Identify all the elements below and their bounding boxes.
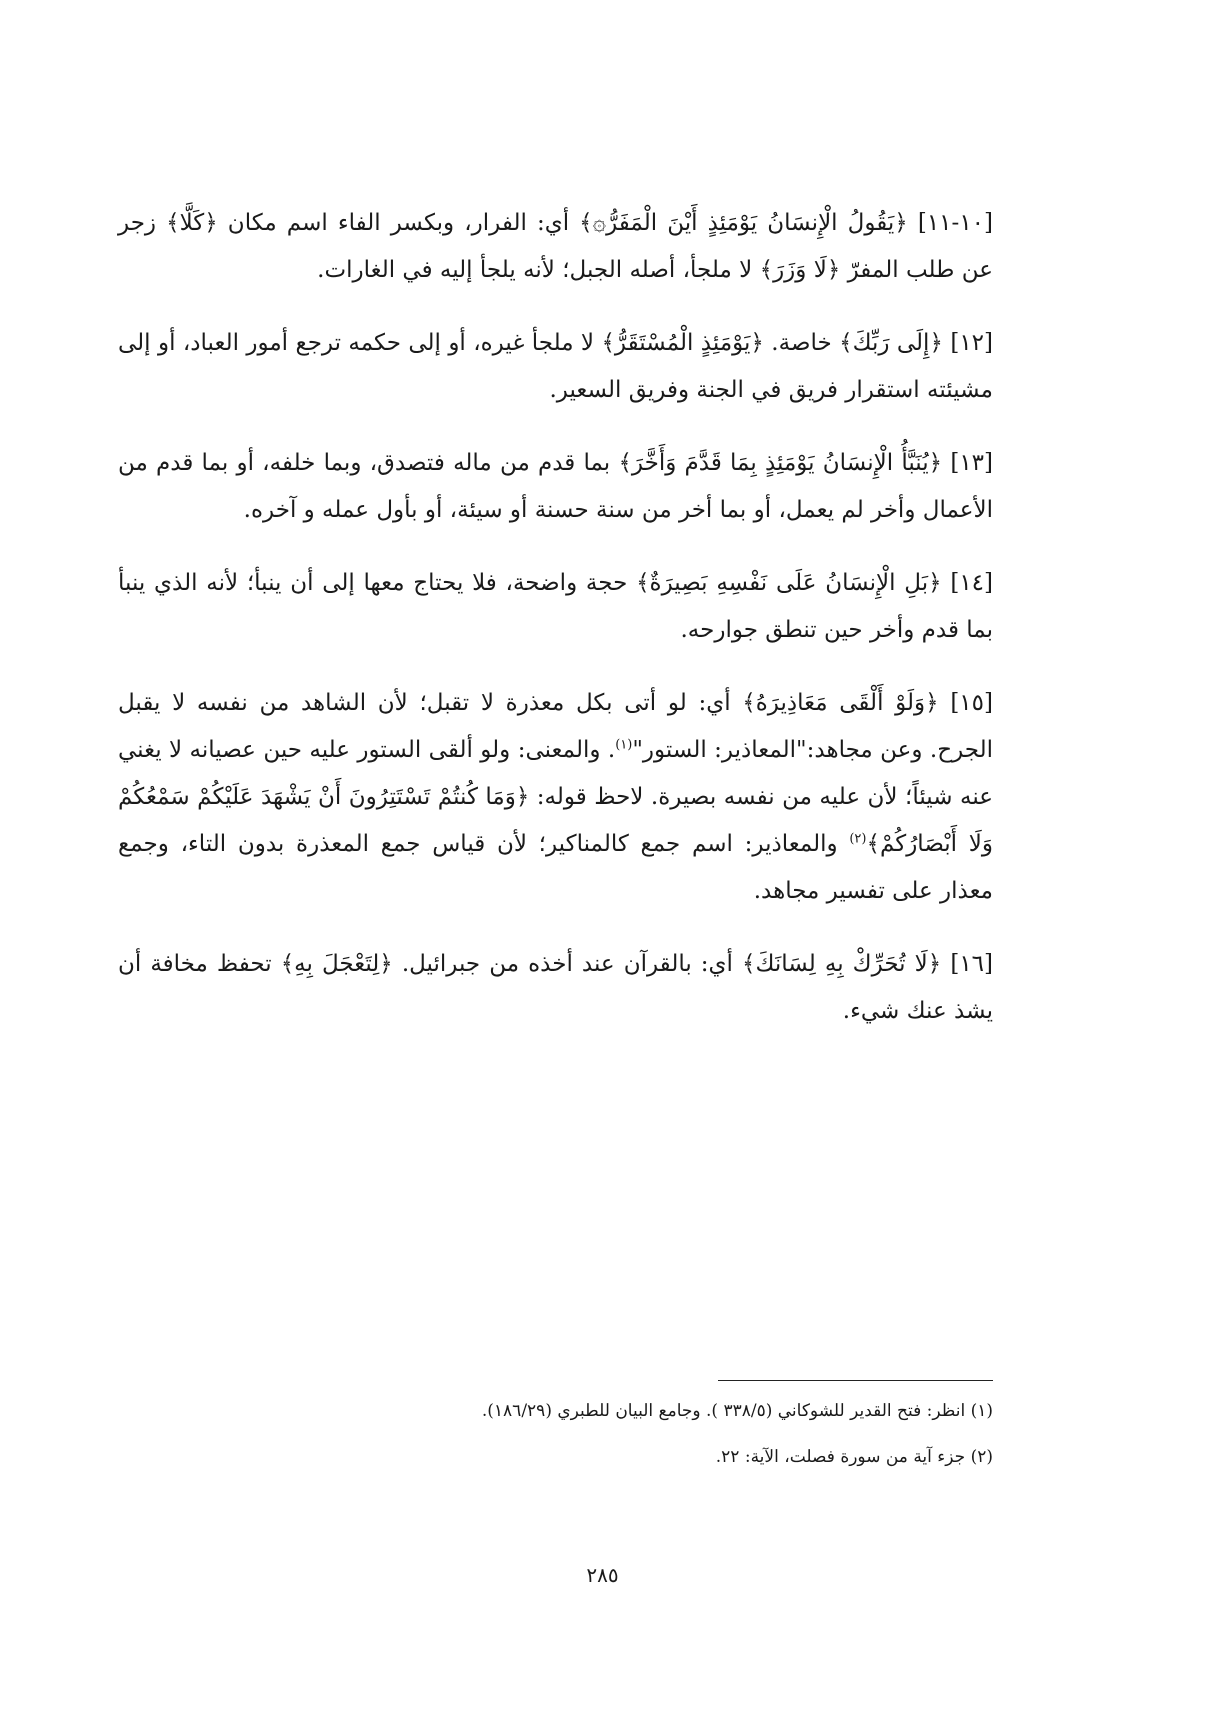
commentary-text: تحفظ مخافة أن يشذ عنك شيء. bbox=[118, 951, 993, 1024]
footnote-ref: (١) bbox=[615, 737, 633, 753]
commentary-text bbox=[941, 951, 950, 977]
verse-number: [١٥] bbox=[950, 690, 993, 716]
commentary-paragraph bbox=[118, 200, 993, 294]
footnote-ref: (٢) bbox=[849, 831, 867, 847]
commentary-text: خاصة. bbox=[763, 330, 840, 356]
commentary-paragraph bbox=[118, 320, 993, 414]
commentary-text bbox=[908, 210, 918, 236]
verse-number: [١٦] bbox=[950, 951, 994, 977]
verse-number: [١٢] bbox=[950, 330, 994, 356]
verse-number: [١٠-١١] bbox=[917, 210, 994, 236]
footnote: (١) انظر: فتح القدير للشوكاني (٣٣٨/٥ ). وجامع البيان للطبري (١٨٦/٢٩). bbox=[481, 1401, 993, 1421]
quran-quote: ﴿بَلِ الْإِنسَانُ عَلَى نَفْسِهِ بَصِيرَةٌ﴾ bbox=[636, 570, 942, 596]
commentary-text: والمعاذير: اسم جمع كالمناكير؛ لأن قياس جمع المعذرة بدون التاء، وجمع معذار على تفسير مجاهد. bbox=[118, 831, 993, 904]
quran-quote: ﴿لَا تُحَرِّكْ بِهِ لِسَانَكَ﴾ bbox=[742, 951, 942, 977]
quran-quote: ﴿كَلَّا﴾ bbox=[166, 210, 218, 236]
commentary-text bbox=[939, 690, 951, 716]
footnote-separator bbox=[718, 1380, 993, 1381]
commentary-paragraph bbox=[118, 941, 993, 1035]
commentary-text: . والمعنى: ولو ألقى الستور عليه حين عصيانه لا يغني عنه شيئاً؛ لأن عليه من نفسه بصيرة. لاحظ قوله: bbox=[118, 737, 993, 810]
page-number: ٢٨٥ bbox=[586, 1563, 619, 1587]
quran-quote: ﴿إِلَى رَبِّكَ﴾ bbox=[839, 330, 943, 356]
commentary-text: حجة واضحة، فلا يحتاج معها إلى أن ينبأ؛ لأنه الذي ينبأ بما قدم وأخر حين تنطق جوارحه. bbox=[118, 570, 993, 643]
commentary-paragraph bbox=[118, 560, 993, 654]
commentary-text: أي: الفرار، وبكسر الفاء اسم مكان bbox=[217, 210, 580, 236]
quran-quote: ﴿لَا وَزَرَ﴾ bbox=[759, 257, 841, 283]
commentary-paragraph bbox=[118, 440, 993, 534]
quran-quote: ﴿يَقُولُ الْإِنسَانُ يَوْمَئِذٍ أَيْنَ الْمَفَرُّ۞﴾ bbox=[579, 210, 908, 236]
footnotes bbox=[118, 1398, 993, 1490]
quran-quote: ﴿وَمَا كُنتُمْ تَسْتَتِرُونَ أَنْ يَشْهَدَ عَلَيْكُمْ سَمْعُكُمْ وَلَا أَبْصَارُكُمْ﴾ bbox=[118, 784, 993, 857]
commentary-text: لا ملجأ غيره، أو إلى حكمه ترجع أمور العباد، أو إلى مشيئته استقرار فريق في الجنة وفريق السعير. bbox=[118, 330, 993, 403]
commentary-text: أي: بالقرآن عند أخذه من جبرائيل. bbox=[392, 951, 743, 977]
quran-quote: ﴿يُنَبَّأُ الْإِنسَانُ يَوْمَئِذٍ بِمَا قَدَّمَ وَأَخَّرَ﴾ bbox=[618, 450, 943, 476]
verse-number: [١٤] bbox=[950, 570, 994, 596]
commentary-text: زجر عن طلب المفرّ bbox=[118, 210, 993, 283]
commentary-text: بما قدم من ماله فتصدق، وبما خلفه، أو بما قدم من الأعمال وأخر لم يعمل، أو بما أخر من سنة حسنة أو سيئة، أو بأول عمله و آخره. bbox=[118, 450, 993, 523]
commentary-paragraph bbox=[118, 680, 993, 915]
commentary-text: أي: لو أتى بكل معذرة لا تقبل؛ لأن الشاهد من نفسه لا يقبل الجرح. وعن مجاهد:"المعاذير: الستور" bbox=[118, 690, 994, 763]
footnote: (٢) جزء آية من سورة فصلت، الآية: ٢٢. bbox=[715, 1447, 993, 1467]
quran-quote: ﴿وَلَوْ أَلْقَى مَعَاذِيرَهُ﴾ bbox=[742, 690, 939, 716]
commentary-body bbox=[118, 200, 993, 1061]
verse-number: [١٣] bbox=[950, 450, 994, 476]
commentary-text: لا ملجأ، أصله الجبل؛ لأنه يلجأ إليه في الغارات. bbox=[317, 257, 760, 283]
quran-quote: ﴿يَوْمَئِذٍ الْمُسْتَقَرُّ﴾ bbox=[601, 330, 764, 356]
quran-quote: ﴿لِتَعْجَلَ بِهِ﴾ bbox=[280, 951, 393, 977]
